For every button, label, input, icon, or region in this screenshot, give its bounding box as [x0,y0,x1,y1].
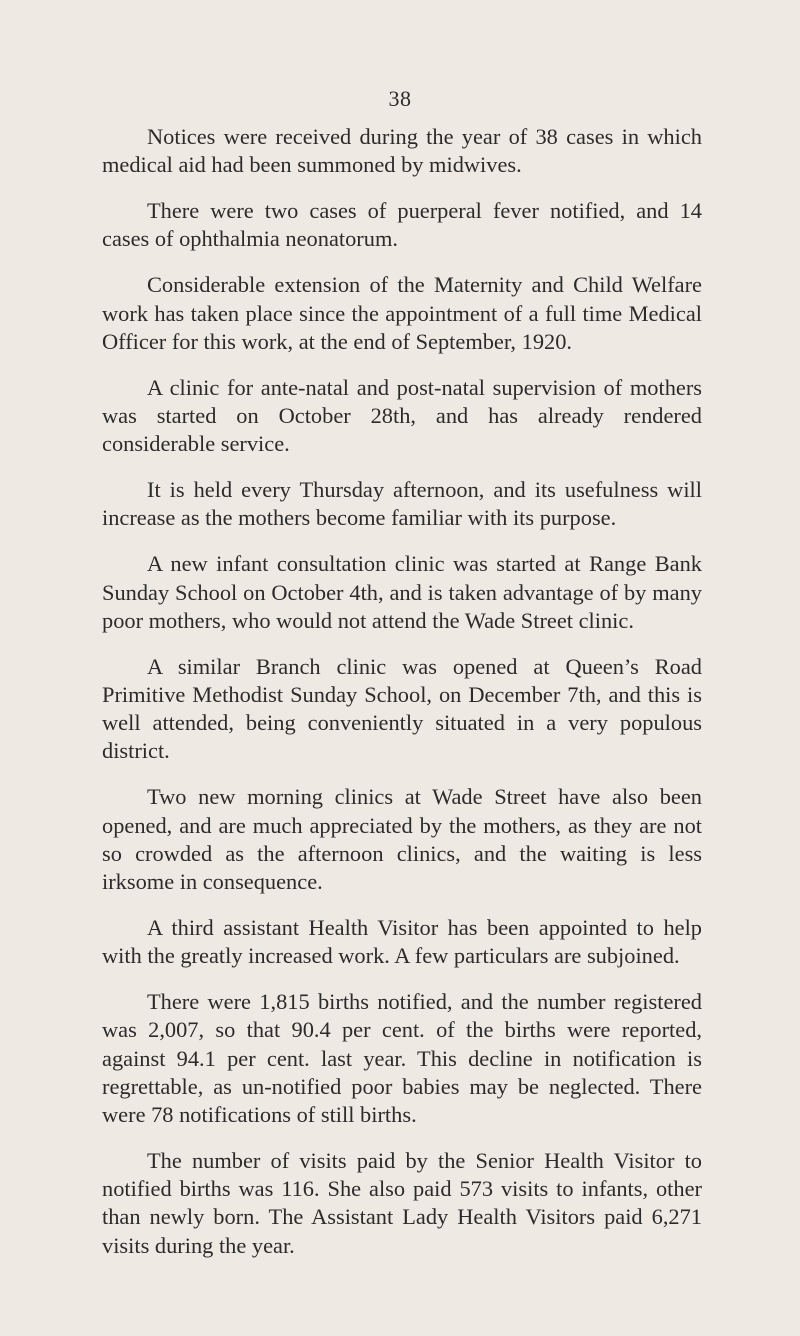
page-number: 38 [388,86,412,111]
paragraph-births-notified: There were 1,815 births notified, and the number registered was 2,007, so that 90.4 per cent. of the births were reported, against 94.1 per cent. last year. This decline in notification is regrettable, as un-notified poor babies may be neglected. There were 78 notifications of still births. [102,989,702,1128]
paragraph-morning-clinics: Two new morning clinics at Wade Street have also been opened, and are much appreciated by the mothers, as they are not so crowded as the afternoon clinics, and the waiting is less irksome in consequence. [102,784,702,895]
paragraph-thursday-clinic: It is held every Thursday afternoon, and its usefulness will increase as the mothers become familiar with its purpose. [102,477,702,531]
paragraph-midwife-notices: Notices were received during the year of 38 cases in which medical aid had been summoned by midwives. [102,124,702,178]
paragraph-visits-paid: The number of visits paid by the Senior Health Visitor to notified births was 116. She also paid 573 visits to infants, other than newly born. The Assistant Lady Health Visitors paid 6,271 visits during the year. [102,1148,702,1258]
paragraph-health-visitor: A third assistant Health Visitor has been appointed to help with the greatly increased work. A few particulars are subjoined. [102,915,702,969]
paragraph-ante-natal-clinic: A clinic for ante-natal and post-natal supervision of mothers was started on October 28th, and has already rendered considerable service. [102,374,702,457]
report-body [102,123,702,1278]
paragraph-branch-clinic: A similar Branch clinic was opened at Queen’s Road Primitive Methodist Sunday School, on December 7th, and this is well attended, being conveniently situated in a very populous district. [102,653,702,764]
paragraph-puerperal-fever: There were two cases of puerperal fever notified, and 14 cases of ophthalmia neonatorum. [102,198,702,252]
paragraph-maternity-extension: Considerable extension of the Maternity and Child Welfare work has taken place since the appointment of a full time Medical Officer for this work, at the end of September, 1920. [102,272,702,354]
paragraph-infant-consultation: A new infant consultation clinic was started at Range Bank Sunday School on October 4th, and is taken advantage of by many poor mothers, who would not attend the Wade Street clinic. [102,551,702,633]
